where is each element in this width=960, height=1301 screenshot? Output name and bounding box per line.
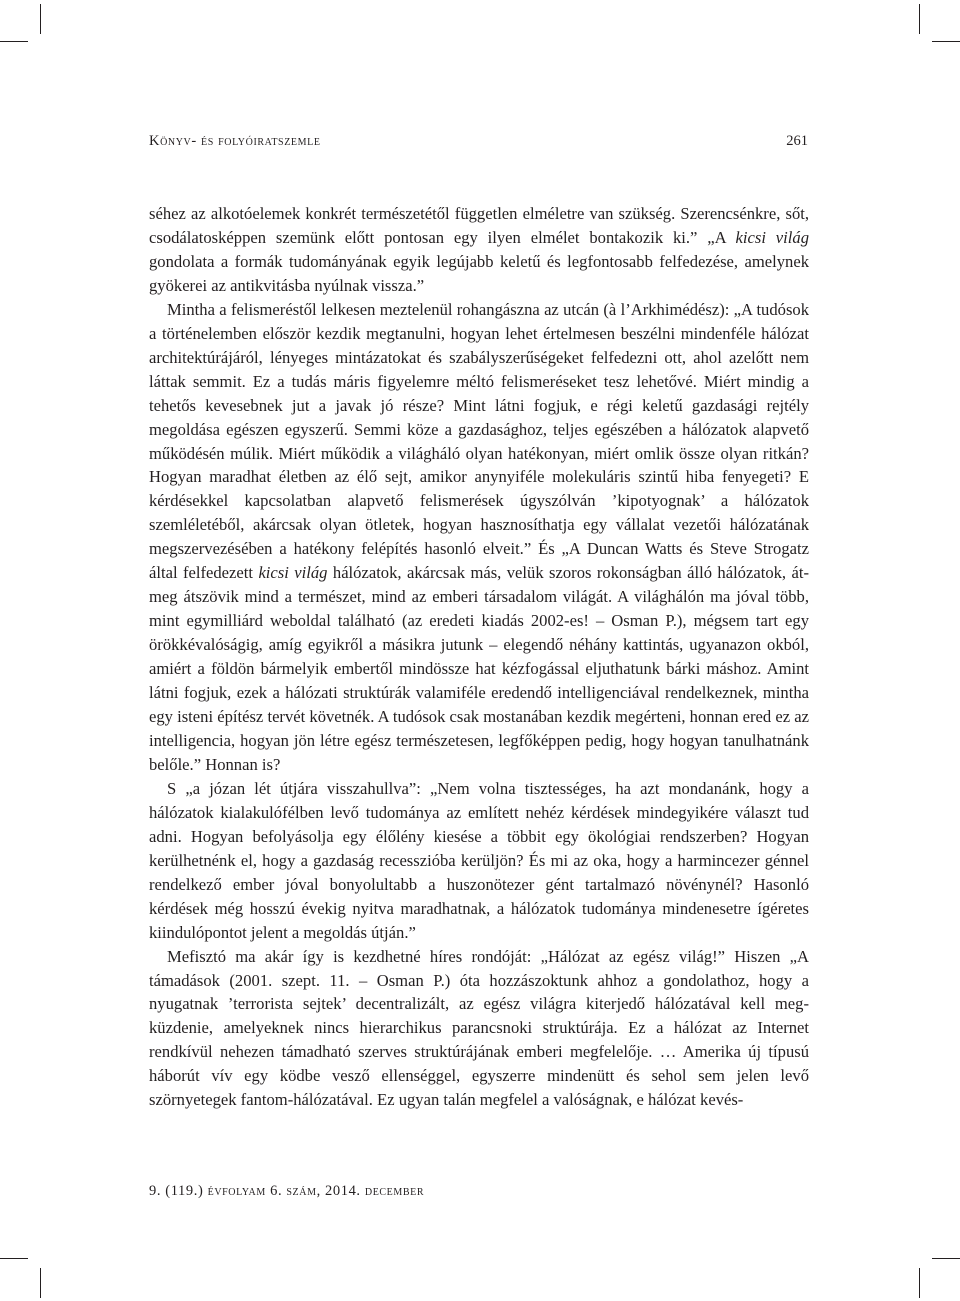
crop-mark-bottom-right-horizontal — [932, 1258, 960, 1259]
crop-mark-bottom-left-horizontal — [0, 1258, 28, 1259]
crop-mark-top-left-horizontal — [0, 41, 28, 42]
paragraph — [149, 945, 809, 1113]
text-run: hálózatok, akárcsak más, velük szoros rokonságban álló hálózatok, át- meg átszövik mind a természet, mind az emberi társadalom világát. A világhálón ma jóval több, mint egymilliárd weboldal található (az eredeti kiadás 2002-es! – Osman P.), mégsem tart egy örökkévalóságig, amíg egyikről a másikra jutunk – elegendő néhány kattintás, ugyanazon okból, amiért a földön bármelyik embertől mindössze hat kézfogással eljuthatunk bárki máshoz. Amint látni fogjuk, ezek a hálózati struktúrák valamiféle eredendő intelligenciával rendelkeznek, mintha egy isteni építész tervét követnék. A tudósok csak mostanában kezdik megérteni, honnan ered ez az intelligencia, hogyan jön létre egész természetesen, legfőképpen pedig, hogy hogyan tanulhatnánk belőle.” Honnan is? — [149, 563, 809, 774]
crop-mark-top-right-horizontal — [932, 41, 960, 42]
text-run: Mefisztó ma akár így is kezdhetné híres rondóját: „Hálózat az egész világ!” Hiszen „A támadások (2001. szept. 11. – Osman P.) óta hozzászoktunk ahhoz a gondolathoz, hogy a nyugatnak ’terrorista sejtek’ decentralizált, az egész világra kiterjedő hálózatával kell megküzdenie, amelyeknek nincs hierarchikus parancsnoki struktúrája. Ez a hálózat az Internet rendkívül nehezen támadható szerves struktúrájának emberi megfelelője. … Amerika új típusú háborút vív egy ködbe vesző ellenséggel, egyszerre mindenütt és sehol sem jelen levő szörnyetegek fantom-hálózatával. Ez ugyan talán megfelel a valóságnak, e hálózat kevés- — [149, 946, 809, 1110]
issue-footer: 9. (119.) évfolyam 6. szám, 2014. december — [149, 1183, 425, 1199]
paragraph — [149, 777, 809, 945]
text-run: séhez az alkotóelemek konkrét természetétől független elméletre van szükség. Szerencsénkre, sőt, csodálatosképpen szemünk előtt pontosan egy ilyen elmélet bontakozik ki.” „A — [149, 204, 809, 247]
crop-mark-bottom-right-vertical — [919, 1268, 920, 1298]
running-title: Könyv- és folyóiratszemle — [149, 133, 321, 149]
text-run: Mintha a felismeréstől lelkesen meztelenül rohangászna az utcán (à l’Arkhimédész): „A tudósok a történelemben először kezdik megtanulni, hogyan lehet értelmesen beszélni mindenféle hálózat architektúrájáról, lényeges mintázatokat és szabályszerűségeket felfedezni ott, ahol azelőtt nem láttak semmit. Ez a tudás máris figyelemre méltó felismeréseket tesz lehetővé. Miért mindig a tehetős kevesebnek jut a javak jó része? Mint látni fogjuk, e régi keletű gazdasági rejtély megoldása egészen egyszerű. Semmi köze a gazdasághoz, teljes egészében a hálózatok alapvető működésén múlik. Miért működik a világháló olyan hatékonyan, miért omlik össze olyan ritkán? Hogyan maradhat életben az élő sejt, amikor anynyiféle molekuláris szintű hiba fenyegeti? E kérdésekkel kapcsolatban alapvető felismerések úgyszólván ’kipotyognak’ a hálózatok szemléletéből, akárcsak olyan ötletek, hogyan hasznosíthatja egy vállalat vezetői hálózatának megszervezésében a hatékony felépítés hasonló elveit.” És „A Duncan Watts és Steve Strogatz által felfedezett — [149, 299, 809, 583]
crop-mark-top-right-vertical — [919, 4, 920, 34]
paragraph — [149, 298, 809, 777]
italic-run: kicsi világ — [735, 227, 809, 247]
crop-mark-top-left-vertical — [40, 4, 41, 34]
paragraph — [149, 202, 809, 298]
italic-run: kicsi világ — [258, 563, 328, 583]
body-text — [149, 202, 809, 1112]
text-run: gondolata a formák tudományának egyik legújabb keletű és legfontosabb felfedezése, amelynek gyökerei az antikvitásba nyúlnak vissza.” — [149, 251, 809, 295]
text-run: S „a józan lét útjára visszahullva”: „Nem volna tisztességes, ha azt mondanánk, hogy a hálózatok kialakulófélben levő tudománya az említett nehéz kérdések mindegyikére választ tud adni. Hogyan befolyásolja egy élőlény kiesése a többit egy ökológiai rendszerben? Hogyan kerülhetnénk el, hogy a gazdaság recesszióba kerüljön? És mi az oka, hogy a harmincezer génnel rendelkező ember jóval bonyolultabb a huszonötezer gént tartalmazó növénynél? Hasonló kérdések még hosszú évekig nyitva maradhatnak, a hálózatok tudománya mindenesetre ígéretes kiindulópontot jelent a megoldás útján.” — [149, 778, 809, 942]
page-number: 261 — [786, 133, 808, 149]
crop-mark-bottom-left-vertical — [40, 1268, 41, 1298]
